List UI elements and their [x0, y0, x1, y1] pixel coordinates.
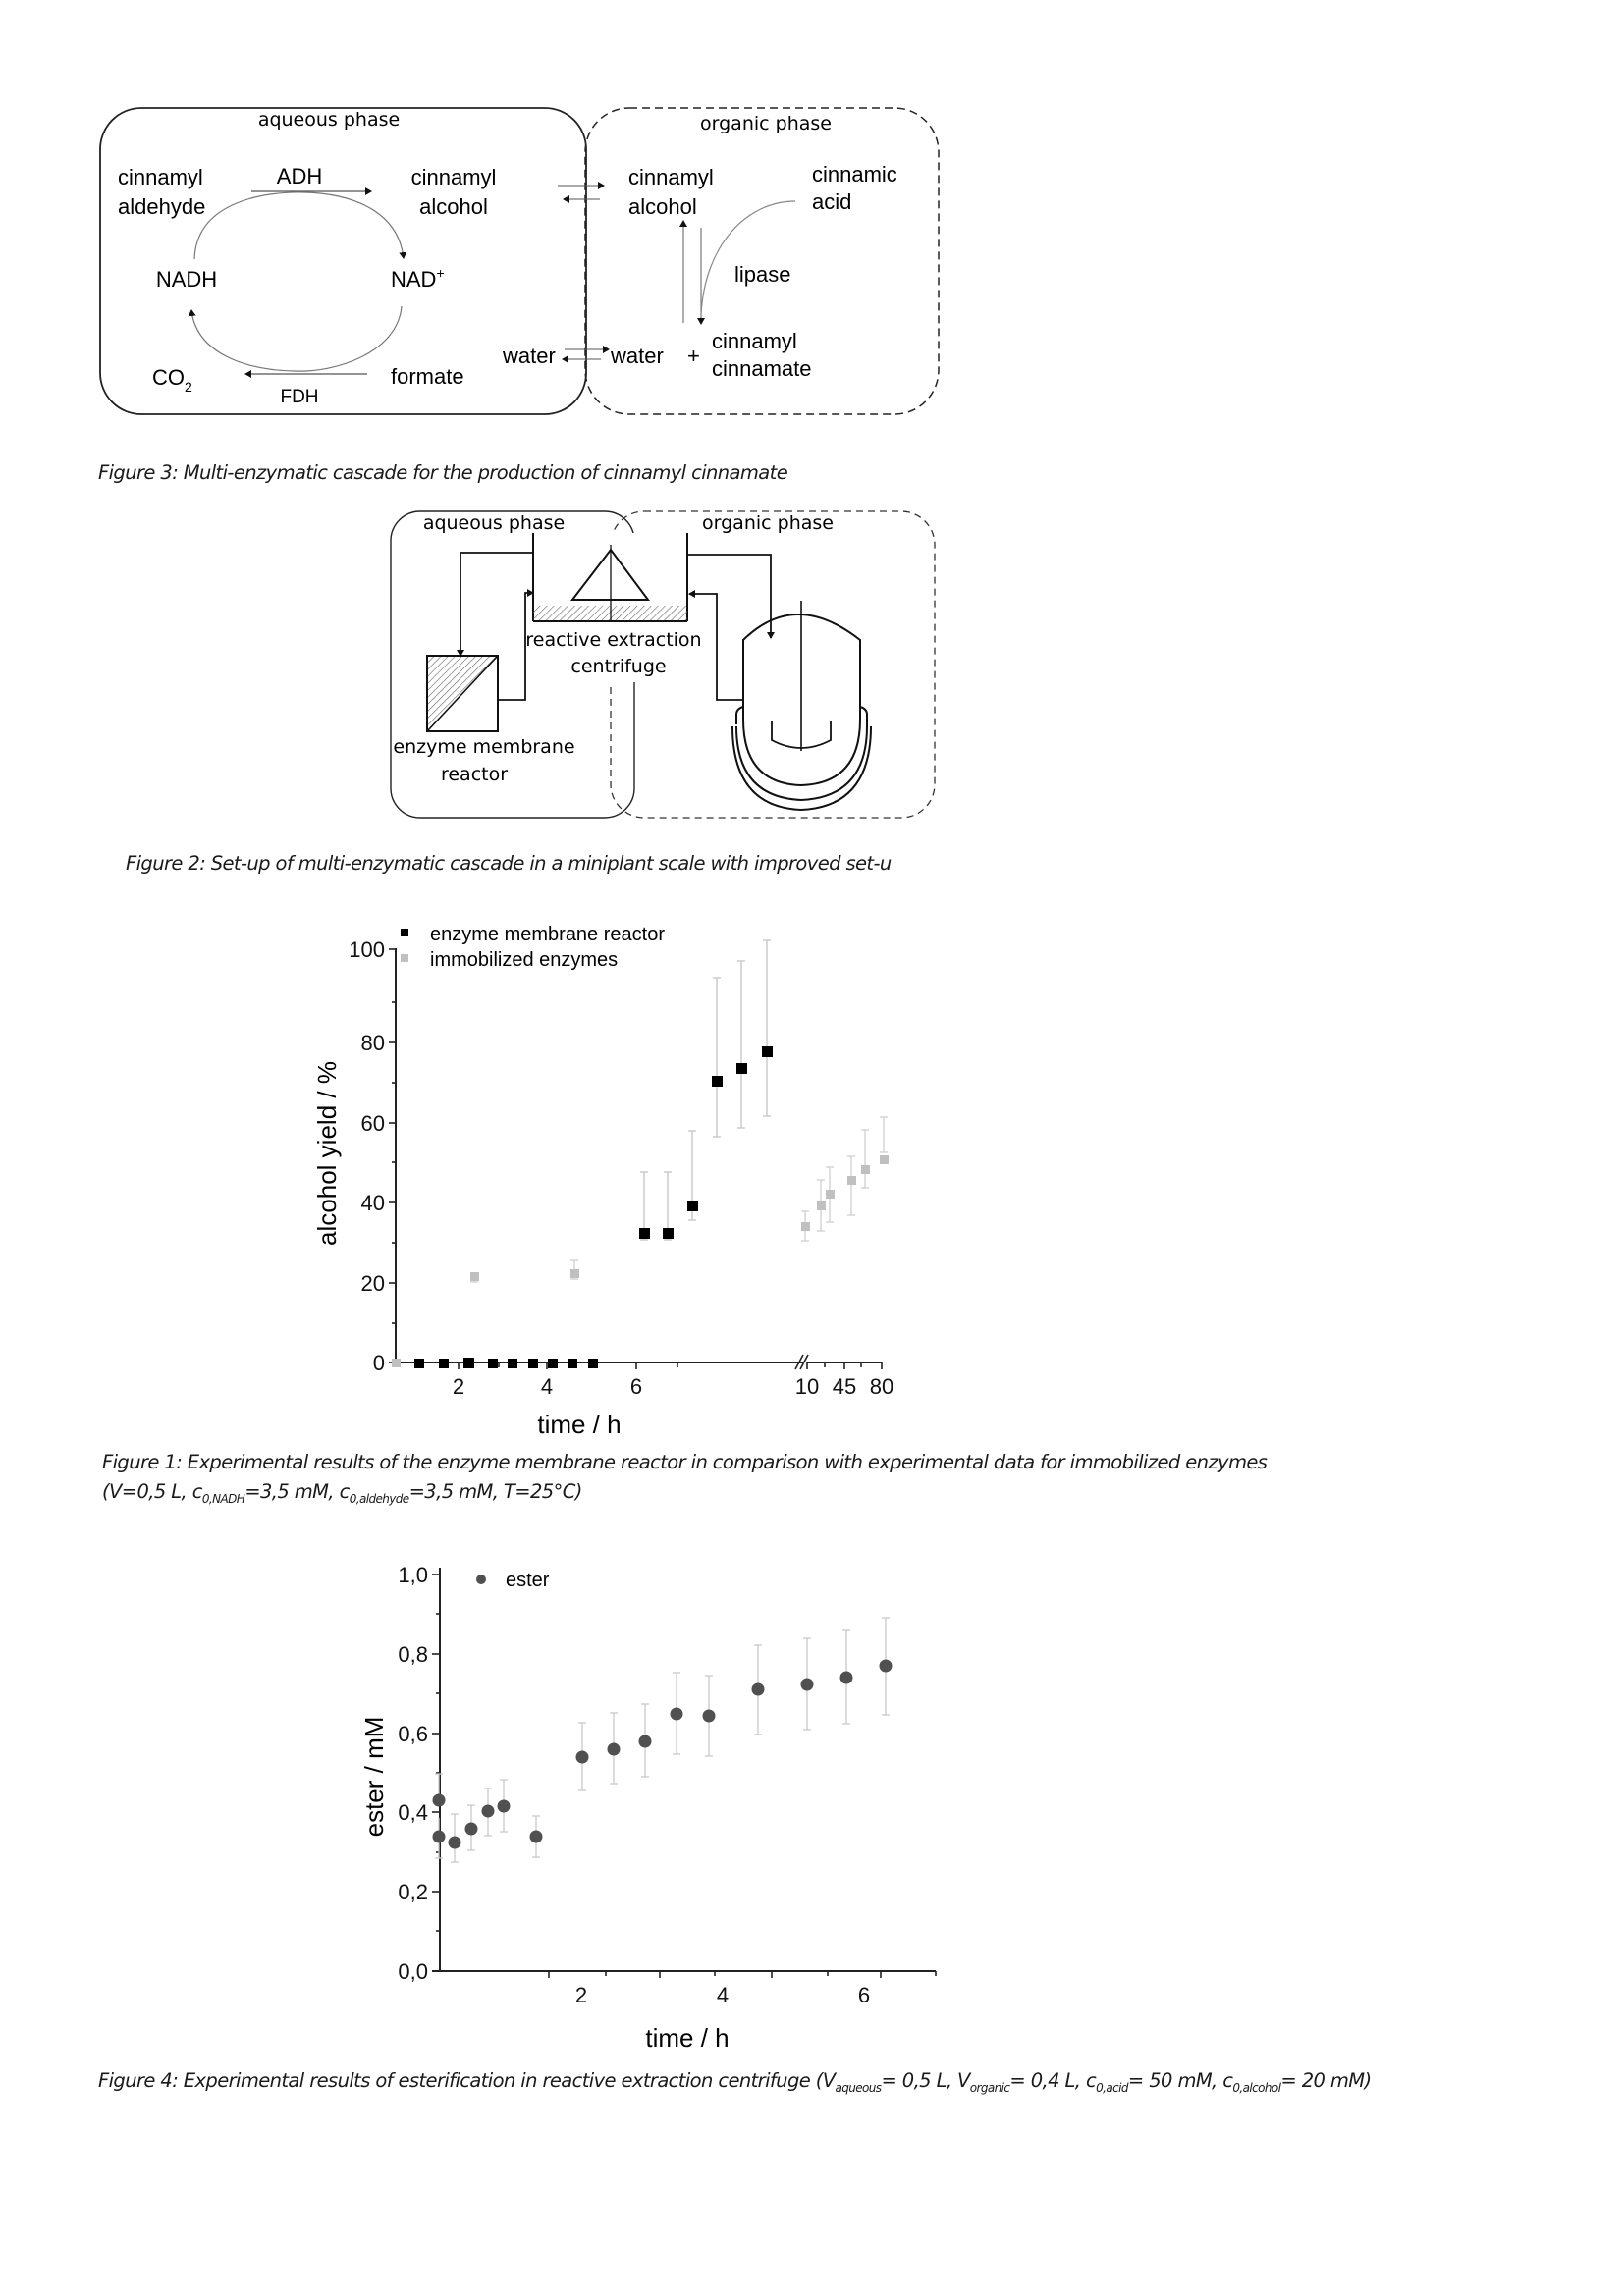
- cinnamyl-cinnamate-label: cinnamyl: [712, 329, 797, 353]
- water-organic-label: water: [611, 344, 664, 368]
- aqueous-phase-label: aqueous phase: [422, 512, 566, 534]
- figure3-caption: Figure 3: Multi-enzymatic cascade for the production of cinnamyl cinnamate: [98, 461, 788, 484]
- figure4-chart: [353, 1561, 943, 2052]
- svg-text:alcohol: alcohol: [419, 194, 488, 219]
- svg-text:alcohol: alcohol: [628, 194, 697, 219]
- svg-text:80: 80: [360, 1031, 385, 1055]
- figure3-scheme: [93, 98, 947, 432]
- x-axis-label: time / h: [645, 2023, 730, 2052]
- y-axis-label: alcohol yield / %: [312, 1061, 342, 1246]
- x-tick: 2: [574, 1983, 588, 2007]
- y-tick: 0,0: [398, 1959, 428, 1984]
- svg-text:aldehyde: aldehyde: [118, 194, 206, 219]
- svg-text:1,0: 1,0: [398, 1563, 428, 1587]
- svg-text:6: 6: [857, 1983, 871, 2007]
- figure1-caption-line2: (V=0,5 L, $c_{0,NADH}=3,5$ mM, $c_{0,aldehyde}=3,5$ mM, T=25°C): [102, 1480, 582, 1506]
- cinnamic-acid-label: cinnamic: [812, 162, 897, 187]
- svg-text:reactor: reactor: [440, 764, 509, 785]
- cinnamyl-aldehyde-label: cinnamyl: [118, 165, 203, 189]
- figure1-chart: [295, 913, 933, 1443]
- svg-text:cinnamate: cinnamate: [712, 356, 812, 381]
- svg-text:60: 60: [360, 1111, 385, 1136]
- svg-text:+: +: [687, 344, 700, 368]
- svg-text:4: 4: [540, 1374, 554, 1399]
- y-axis-label: ester / mM: [359, 1716, 389, 1838]
- x-axis-label: time / h: [537, 1410, 622, 1439]
- svg-text:acid: acid: [812, 189, 852, 214]
- aqueous-phase-label: aqueous phase: [257, 109, 401, 131]
- legend-marker-immobilized: [401, 954, 408, 962]
- legend-marker-ester: [476, 1575, 486, 1584]
- svg-text:40: 40: [360, 1191, 385, 1215]
- svg-text:0,6: 0,6: [398, 1722, 428, 1746]
- legend-label-emr: enzyme membrane reactor: [430, 924, 665, 945]
- svg-text:6: 6: [629, 1374, 643, 1399]
- fdh-label: FDH: [280, 387, 319, 407]
- nad-plus-label: NAD+: [391, 265, 445, 292]
- organic-phase-label: organic phase: [700, 113, 832, 134]
- y-tick: 0: [372, 1351, 385, 1375]
- figure2-setup: [383, 506, 952, 839]
- svg-text:centrifuge: centrifuge: [570, 656, 667, 677]
- svg-text:10: 10: [794, 1374, 820, 1399]
- figure1-caption-line1: Figure 1: Experimental results of the enzyme membrane reactor in comparison with experimental data for immobilized enzymes: [102, 1451, 1268, 1473]
- figure4-caption: Figure 4: Experimental results of esterification in reactive extraction centrifuge ($V_{aqueous}= 0,5$ L, $V_{organic}= 0,4$ L, $c_{0,acid}= 50$ mM, $c_{0,alcohol}= 20$ mM): [98, 2069, 1372, 2095]
- cinnamyl-alcohol-organic-label: cinnamyl: [628, 165, 714, 189]
- legend-marker-emr: [401, 929, 408, 936]
- legend-label-ester: ester: [506, 1570, 550, 1591]
- series-emr: [640, 940, 771, 1240]
- figure2-caption: Figure 2: Set-up of multi-enzymatic cascade in a miniplant scale with improved set-u: [126, 852, 892, 875]
- lipase-label: lipase: [734, 262, 791, 287]
- formate-label: formate: [391, 364, 464, 389]
- cinnamyl-alcohol-label: cinnamyl: [410, 165, 497, 189]
- svg-text:0,2: 0,2: [398, 1880, 428, 1904]
- centrifuge-label: reactive extraction: [525, 629, 702, 651]
- x-tick: 2: [452, 1374, 465, 1399]
- series-immobilized: [470, 1117, 888, 1282]
- svg-text:20: 20: [360, 1271, 385, 1296]
- series-ester: [435, 1618, 890, 1862]
- legend-label-immobilized: immobilized enzymes: [430, 949, 619, 971]
- organic-phase-label: organic phase: [702, 512, 834, 534]
- water-aqueous-label: water: [503, 344, 556, 368]
- nadh-label: NADH: [155, 267, 218, 292]
- svg-text:0,4: 0,4: [398, 1800, 428, 1825]
- emr-label: enzyme membrane: [393, 736, 575, 758]
- svg-text:0,8: 0,8: [398, 1642, 428, 1667]
- co2-label: $CO_2$: [152, 365, 192, 395]
- adh-label: ADH: [276, 164, 323, 188]
- svg-text:45: 45: [832, 1374, 857, 1399]
- svg-text:80: 80: [869, 1374, 894, 1399]
- svg-text:4: 4: [716, 1983, 730, 2007]
- enzyme-membrane-reactor-icon: [427, 656, 498, 731]
- svg-text:100: 100: [349, 937, 385, 962]
- stirred-tank-reactor-icon: [732, 601, 871, 810]
